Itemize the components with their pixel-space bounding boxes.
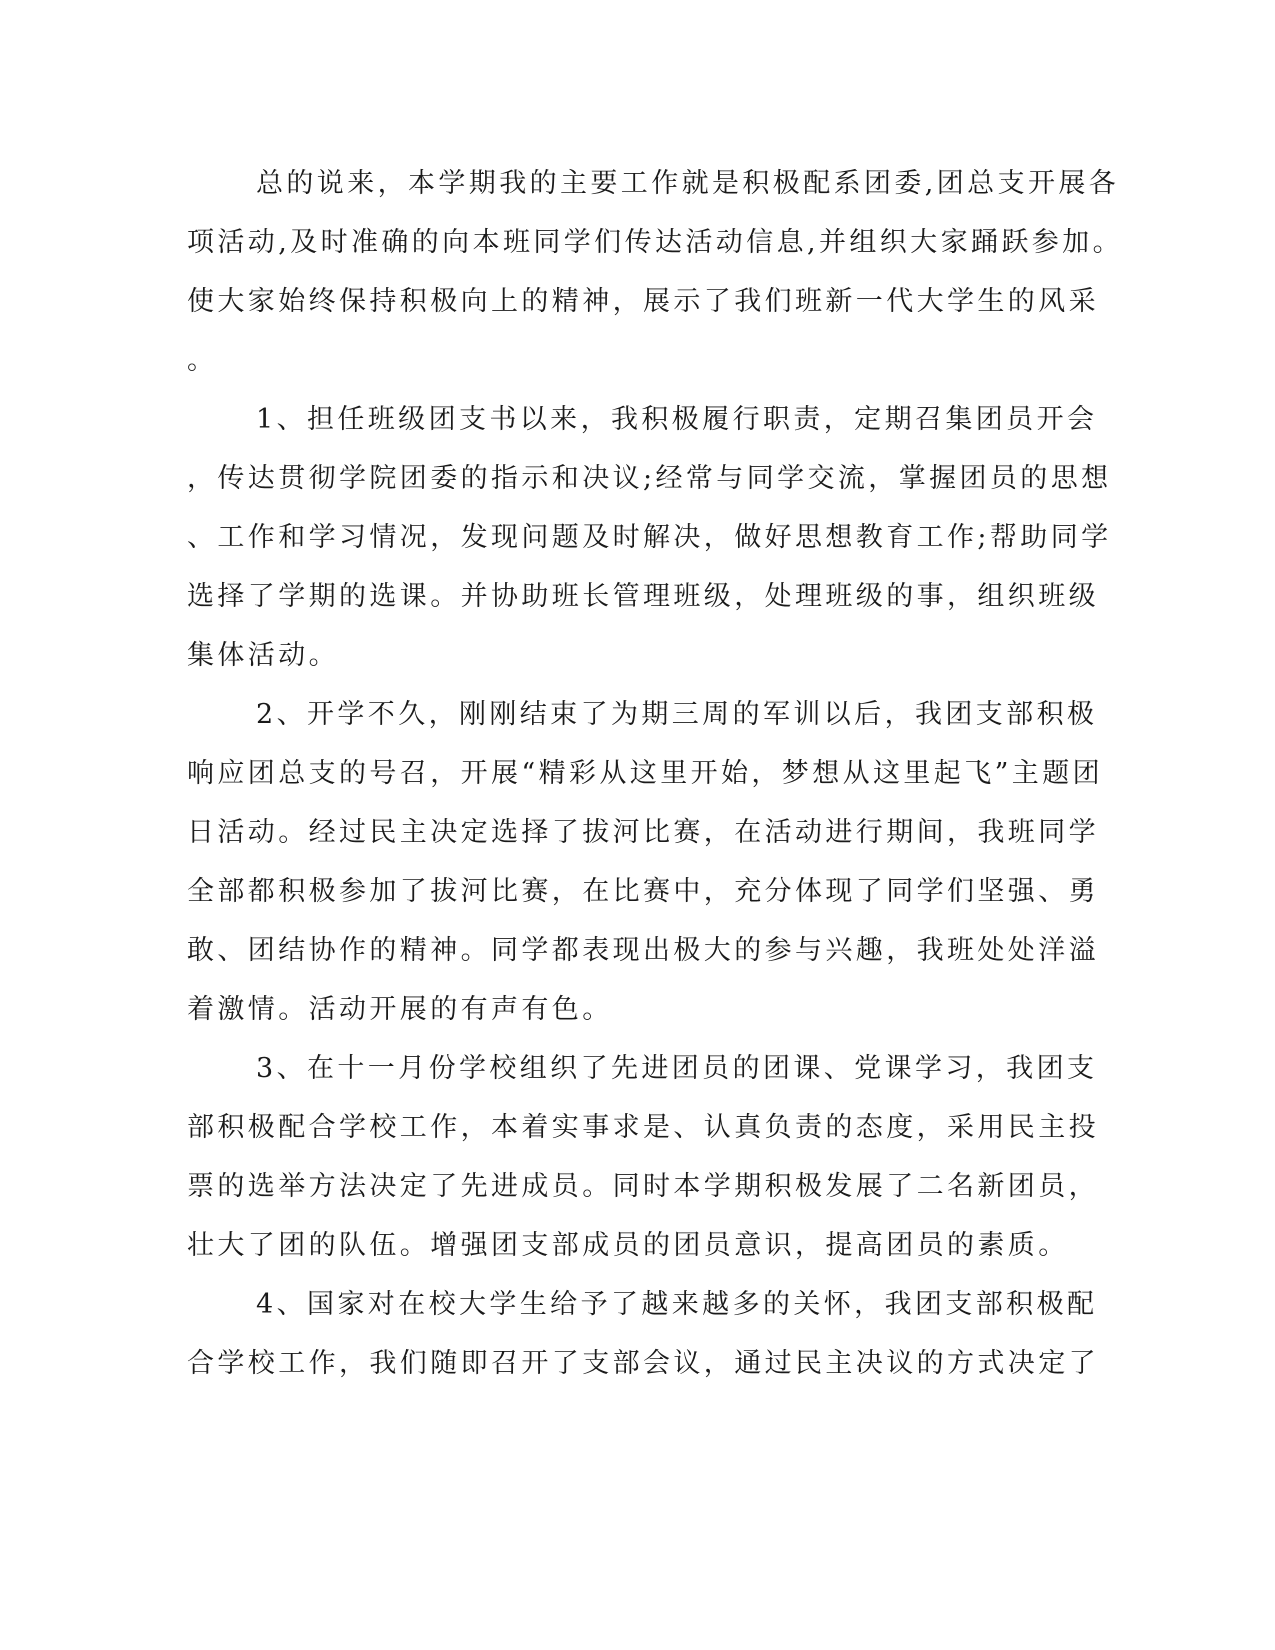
text-line: 壮大了团的队伍。增强团支部成员的团员意识，提高团员的素质。 (187, 1230, 1069, 1261)
text-line: 部积极配合学校工作，本着实事求是、认真负责的态度，采用民主投 (187, 1112, 1099, 1143)
text-line: 合学校工作，我们随即召开了支部会议，通过民主决议的方式决定了 (187, 1348, 1099, 1379)
text-line: 3、在十一月份学校组织了先进团员的团课、党课学习，我团支 (256, 1053, 1098, 1084)
text-line: 着激情。活动开展的有声有色。 (187, 994, 613, 1025)
text-line: 敢、团结协作的精神。同学都表现出极大的参与兴趣，我班处处洋溢 (187, 935, 1099, 966)
text-line: 全部都积极参加了拔河比赛，在比赛中，充分体现了同学们坚强、勇 (187, 876, 1099, 907)
text-line: 4、国家对在校大学生给予了越来越多的关怀，我团支部积极配 (256, 1289, 1098, 1320)
text-line: 2、开学不久，刚刚结束了为期三周的军训以后，我团支部积极 (256, 699, 1098, 730)
text-line: 使大家始终保持积极向上的精神，展示了我们班新一代大学生的风采 (187, 286, 1099, 317)
text-line: 。 (187, 345, 218, 376)
text-line: 日活动。经过民主决定选择了拔河比赛，在活动进行期间，我班同学 (187, 817, 1099, 848)
text-line: ，传达贯彻学院团委的指示和决议;经常与同学交流，掌握团员的思想 (187, 463, 1112, 494)
text-line: 票的选举方法决定了先进成员。同时本学期积极发展了二名新团员， (187, 1171, 1099, 1202)
text-line: 总的说来，本学期我的主要工作就是积极配系团委,团总支开展各 (256, 168, 1120, 199)
text-line: 选择了学期的选课。并协助班长管理班级，处理班级的事，组织班级 (187, 581, 1099, 612)
text-line: 1、担任班级团支书以来，我积极履行职责，定期召集团员开会 (256, 404, 1098, 435)
text-line: 响应团总支的号召，开展“精彩从这里开始，梦想从这里起飞”主题团 (187, 758, 1104, 789)
text-line: 集体活动。 (187, 640, 339, 671)
text-line: 项活动,及时准确的向本班同学们传达活动信息,并组织大家踊跃参加。 (187, 227, 1123, 258)
text-line: 、工作和学习情况，发现问题及时解决，做好思想教育工作;帮助同学 (187, 522, 1112, 553)
